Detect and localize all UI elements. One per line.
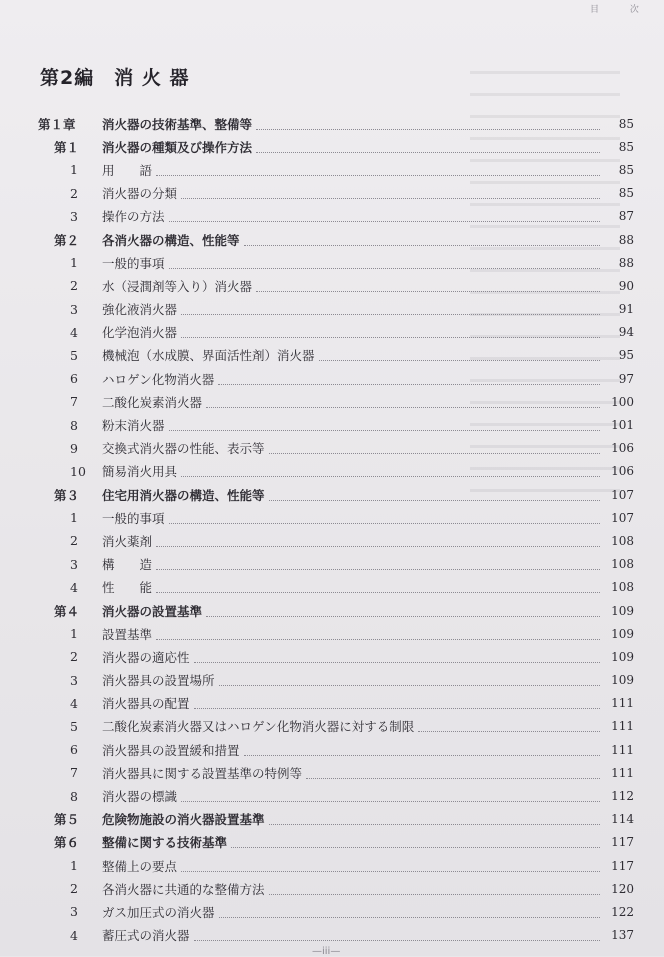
toc-title: 消火器具の配置 (102, 696, 190, 712)
toc-item[interactable] (38, 413, 634, 436)
toc-number: 3 (70, 672, 78, 688)
toc-page-number: 85 (618, 139, 634, 154)
toc-item[interactable] (38, 900, 634, 923)
toc-item[interactable] (38, 761, 634, 784)
toc-page-number: 137 (611, 928, 634, 943)
toc-page-number: 109 (611, 673, 634, 688)
toc-title: 一般的事項 (102, 255, 165, 271)
toc-number: 第６ (54, 835, 80, 851)
toc-page-number: 101 (611, 418, 634, 433)
toc-title: 操作の方法 (102, 209, 165, 225)
toc-title: 粉末消火器 (102, 418, 165, 434)
dot-leader (181, 870, 600, 872)
toc-item[interactable] (38, 298, 634, 321)
toc-page-number: 117 (611, 858, 634, 873)
page-footer: —iii— (312, 946, 341, 957)
toc-number: 4 (70, 695, 78, 711)
dot-leader (219, 916, 600, 918)
toc-number: 6 (70, 371, 78, 387)
toc-page-number: 111 (611, 696, 634, 711)
toc-number: 5 (70, 347, 78, 363)
toc-number: 3 (70, 301, 78, 317)
part-title: 第2編 消 火 器 (40, 67, 190, 89)
toc-number: 8 (70, 788, 78, 804)
toc-item[interactable] (38, 645, 634, 668)
toc-item[interactable] (38, 854, 634, 877)
toc-title: 消火器の適応性 (102, 649, 190, 665)
toc-item[interactable] (38, 877, 634, 900)
dot-leader (181, 336, 600, 338)
dot-leader (181, 800, 600, 802)
toc-page-number: 87 (618, 209, 634, 224)
toc-number: 1 (70, 255, 78, 271)
dot-leader (194, 661, 600, 663)
toc-number: 4 (70, 927, 78, 943)
toc-title: 水（浸潤剤等入り）消火器 (102, 278, 253, 294)
toc-number: 1 (70, 162, 78, 178)
dot-leader (181, 313, 600, 315)
toc-item[interactable] (38, 553, 634, 576)
toc-item[interactable] (38, 738, 634, 761)
dot-leader (181, 475, 600, 477)
dot-leader (156, 568, 600, 570)
toc-section[interactable] (38, 228, 634, 251)
toc-page-number: 107 (611, 510, 634, 525)
dot-leader (169, 267, 600, 269)
toc-number: 3 (70, 904, 78, 920)
toc-title: 二酸化炭素消火器 (102, 394, 203, 410)
dot-leader (244, 754, 600, 756)
toc-page-number: 106 (611, 441, 634, 456)
toc-chapter[interactable] (38, 112, 634, 135)
toc-title: 消火薬剤 (102, 533, 153, 549)
toc-item[interactable] (38, 158, 634, 181)
dot-leader (269, 499, 600, 501)
dot-leader (156, 638, 600, 640)
toc-item[interactable] (38, 576, 634, 599)
toc-item[interactable] (38, 344, 634, 367)
toc-number: 第２ (54, 232, 80, 248)
toc-item[interactable] (38, 715, 634, 738)
toc-item[interactable] (38, 692, 634, 715)
dot-leader (231, 846, 600, 848)
dot-leader (306, 777, 600, 779)
toc-title: 危険物施設の消火器設置基準 (102, 812, 265, 828)
toc-title: ガス加圧式の消火器 (102, 904, 215, 920)
toc-page-number: 108 (611, 533, 634, 548)
toc-page-number: 108 (611, 580, 634, 595)
dot-leader (194, 939, 600, 941)
toc-section[interactable] (38, 831, 634, 854)
toc-page-number: 111 (611, 742, 634, 757)
toc-page-number: 95 (618, 348, 634, 363)
toc-page-number: 108 (611, 557, 634, 572)
toc-title: 消火器の種類及び操作方法 (102, 139, 253, 155)
toc-number: 1 (70, 858, 78, 874)
toc-page-number: 109 (611, 603, 634, 618)
toc-item[interactable] (38, 669, 634, 692)
toc-page-number: 111 (611, 765, 634, 780)
toc-title: 設置基準 (102, 626, 153, 642)
toc-number: 2 (70, 278, 78, 294)
toc-page-number: 107 (611, 487, 634, 502)
toc-title: 整備上の要点 (102, 858, 178, 874)
running-header: 目 次 (590, 5, 653, 15)
toc-number: 1 (70, 510, 78, 526)
toc-title: 各消火器に共通的な整備方法 (102, 881, 265, 897)
dot-leader (169, 220, 600, 222)
toc-number: 9 (70, 440, 78, 456)
toc-section[interactable] (38, 808, 634, 831)
toc-title: 消火器の標識 (102, 789, 178, 805)
toc-page-number: 106 (611, 464, 634, 479)
toc-page-number: 85 (618, 186, 634, 201)
dot-leader (269, 452, 600, 454)
toc-title: 消火器の技術基準、整備等 (102, 116, 253, 132)
toc-title: 構 造 (102, 557, 153, 573)
toc-page-number: 111 (611, 719, 634, 734)
dot-leader (156, 545, 600, 547)
dot-leader (194, 707, 600, 709)
toc-item[interactable] (38, 784, 634, 807)
toc-page-number: 100 (611, 394, 634, 409)
toc-page-number: 97 (618, 371, 634, 386)
dot-leader (181, 197, 600, 199)
toc-title: 消火器の設置基準 (102, 603, 203, 619)
dot-leader (256, 151, 600, 153)
toc-title: 性 能 (102, 580, 153, 596)
toc-title: 消火器具に関する設置基準の特例等 (102, 765, 303, 781)
toc-title: 整備に関する技術基準 (102, 835, 228, 851)
dot-leader (206, 406, 600, 408)
toc-title: 住宅用消火器の構造、性能等 (102, 487, 265, 503)
toc-number: 2 (70, 533, 78, 549)
toc-title: 交換式消火器の性能、表示等 (102, 441, 265, 457)
toc-number: 3 (70, 556, 78, 572)
toc-page-number: 85 (618, 162, 634, 177)
toc-title: 簡易消火用具 (102, 464, 178, 480)
toc-number: 第３ (54, 487, 80, 503)
toc-number: 第５ (54, 812, 80, 828)
dot-leader (219, 684, 600, 686)
toc-item[interactable] (38, 251, 634, 274)
toc-title: 消火器具の設置場所 (102, 673, 215, 689)
toc-page-number: 109 (611, 626, 634, 641)
toc-page-number: 117 (611, 835, 634, 850)
toc-item[interactable] (38, 182, 634, 205)
dot-leader (169, 429, 600, 431)
toc-page-number: 120 (611, 881, 634, 896)
toc-title: 蓄圧式の消火器 (102, 928, 190, 944)
toc-number: 7 (70, 765, 78, 781)
toc-item[interactable] (38, 506, 634, 529)
toc-title: 消火器の分類 (102, 186, 178, 202)
dot-leader (256, 128, 600, 130)
toc-item[interactable] (38, 437, 634, 460)
toc-title: 各消火器の構造、性能等 (102, 232, 240, 248)
toc-page-number: 112 (611, 789, 634, 804)
toc-number: 8 (70, 417, 78, 433)
toc-item[interactable] (38, 321, 634, 344)
toc-section[interactable] (38, 599, 634, 622)
toc-number: 10 (70, 463, 86, 479)
toc-number: 1 (70, 626, 78, 642)
toc-page-number: 109 (611, 649, 634, 664)
toc-number: 第１章 (38, 116, 76, 132)
toc-item[interactable] (38, 622, 634, 645)
dot-leader (256, 290, 600, 292)
toc-item[interactable] (38, 924, 634, 947)
toc-title: 消火器具の設置緩和措置 (102, 742, 240, 758)
toc-page-number: 88 (618, 232, 634, 247)
dot-leader (156, 591, 600, 593)
toc-item[interactable] (38, 205, 634, 228)
toc-title: 一般的事項 (102, 510, 165, 526)
toc-title: 機械泡（水成膜、界面活性剤）消火器 (102, 348, 315, 364)
toc-number: 6 (70, 742, 78, 758)
toc-item[interactable] (38, 390, 634, 413)
toc-item[interactable] (38, 529, 634, 552)
table-of-contents (38, 112, 634, 947)
toc-number: 第１ (54, 139, 80, 155)
toc-number: 第４ (54, 603, 80, 619)
dot-leader (156, 174, 600, 176)
toc-number: 2 (70, 649, 78, 665)
dot-leader (418, 730, 600, 732)
toc-page-number: 91 (618, 302, 634, 317)
toc-number: 4 (70, 324, 78, 340)
toc-title: ハロゲン化物消火器 (102, 371, 215, 387)
dot-leader (244, 244, 600, 246)
toc-number: 4 (70, 579, 78, 595)
toc-title: 化学泡消火器 (102, 325, 178, 341)
toc-section[interactable] (38, 135, 634, 158)
dot-leader (218, 383, 600, 385)
toc-item[interactable] (38, 274, 634, 297)
toc-item[interactable] (38, 460, 634, 483)
toc-page-number: 90 (618, 278, 634, 293)
toc-page-number: 85 (618, 116, 634, 131)
toc-title: 強化液消火器 (102, 302, 178, 318)
toc-number: 2 (70, 185, 78, 201)
toc-title: 用 語 (102, 162, 153, 178)
toc-section[interactable] (38, 483, 634, 506)
dot-leader (269, 823, 600, 825)
toc-number: 5 (70, 718, 78, 734)
toc-page-number: 88 (618, 255, 634, 270)
dot-leader (319, 359, 600, 361)
dot-leader (169, 522, 600, 524)
dot-leader (269, 893, 600, 895)
toc-number: 3 (70, 208, 78, 224)
toc-item[interactable] (38, 367, 634, 390)
toc-page-number: 114 (611, 812, 634, 827)
dot-leader (206, 615, 600, 617)
toc-number: 2 (70, 881, 78, 897)
toc-page-number: 94 (618, 325, 634, 340)
toc-title: 二酸化炭素消火器又はハロゲン化物消火器に対する制限 (102, 719, 415, 735)
toc-number: 7 (70, 394, 78, 410)
toc-page-number: 122 (611, 904, 634, 919)
